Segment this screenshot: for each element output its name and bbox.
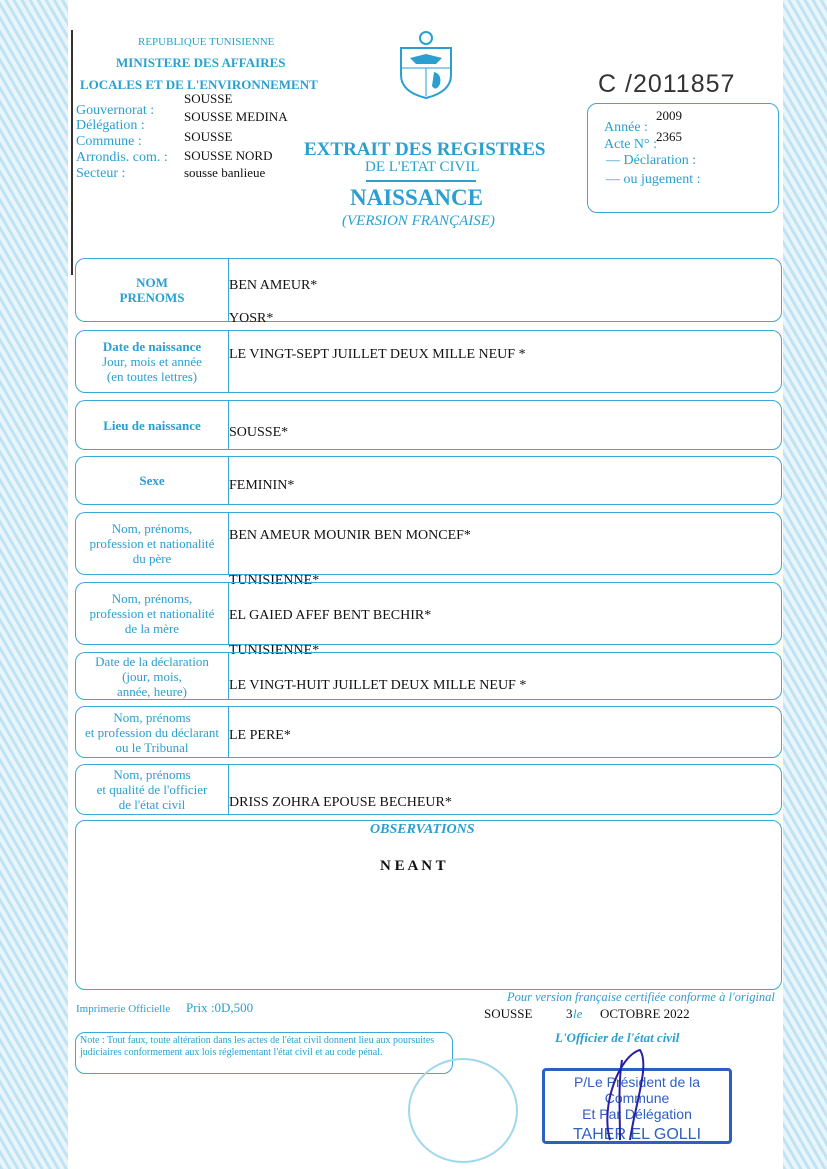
margin-line	[71, 30, 73, 275]
republic-label: REPUBLIQUE TUNISIENNE	[138, 36, 275, 48]
row-label	[75, 706, 228, 758]
title-naissance: NAISSANCE	[350, 185, 483, 210]
row-label	[75, 582, 228, 645]
row-label-line: (en toutes lettres)	[106, 369, 198, 384]
annee-label: Année :	[604, 120, 648, 135]
row-label-line: Sexe	[139, 473, 165, 488]
row-label-line: du père	[132, 551, 172, 566]
title-extrait: EXTRAIT DES REGISTRES	[304, 139, 546, 160]
row-label-line: PRENOMS	[119, 290, 185, 305]
serial-number: C /2011857	[598, 70, 736, 98]
row-label-line: Date de la déclaration	[95, 653, 209, 669]
coat-of-arms-icon	[396, 30, 456, 100]
field-value: SOUSSE	[184, 129, 233, 144]
field-value: sousse banlieue	[184, 165, 266, 180]
row-label	[75, 400, 228, 450]
footer-day: 3	[566, 1006, 573, 1021]
row-value: LE PERE*	[229, 728, 291, 743]
field-value: SOUSSE	[184, 91, 233, 106]
row-label-line: profession et nationalité	[89, 606, 215, 621]
title-divider	[366, 180, 476, 182]
row-label-line: de l'état civil	[118, 797, 186, 812]
row-label-line: Jour, mois et année	[102, 354, 202, 369]
row-value: LE VINGT-SEPT JUILLET DEUX MILLE NEUF *	[229, 347, 526, 362]
footer-city: SOUSSE	[484, 1006, 533, 1021]
field-label: Délégation :	[76, 118, 145, 133]
row-value: DRISS ZOHRA EPOUSE BECHEUR*	[229, 795, 452, 810]
observations-text: N E A N T	[380, 858, 446, 874]
field-value: SOUSSE MEDINA	[184, 109, 288, 124]
row-value: SOUSSE*	[229, 425, 289, 440]
price-label: Prix :0D,500	[186, 1000, 254, 1015]
row-label-line: NOM	[136, 275, 168, 290]
signature	[590, 1045, 660, 1145]
row-value-box	[228, 706, 782, 758]
stamp-line-1: P/Le Président de la Commune	[573, 1074, 701, 1106]
printer-label: Imprimerie Officielle	[76, 1003, 171, 1015]
row-value: BEN AMEUR*	[229, 278, 318, 293]
stamp-line-2: Et Par Délégation	[582, 1106, 692, 1122]
footer-date: OCTOBRE 2022	[600, 1006, 690, 1021]
row-value: TUNISIENNE*	[229, 643, 320, 658]
officer-label: L'Officier de l'état civil	[555, 1030, 680, 1045]
row-value-box	[228, 400, 782, 450]
jugement-label: — ou jugement :	[606, 172, 701, 187]
row-label	[75, 258, 228, 322]
row-label-line: de la mère	[124, 621, 180, 636]
footer-le: le	[573, 1006, 583, 1021]
field-label: Gouvernorat :	[76, 103, 155, 118]
title-version: (VERSION FRANÇAISE)	[342, 213, 495, 229]
row-value: BEN AMEUR MOUNIR BEN MONCEF*	[229, 528, 471, 543]
row-value: FEMININ*	[229, 478, 295, 493]
field-label: Arrondis. com. :	[76, 150, 168, 165]
row-label-line: et profession du déclarant	[85, 724, 219, 740]
row-label-line: Nom, prénoms,	[111, 521, 193, 536]
ministry-line-2: LOCALES ET DE L'ENVIRONNEMENT	[80, 77, 318, 92]
row-value: EL GAIED AFEF BENT BECHIR*	[229, 608, 432, 623]
field-label: Secteur :	[76, 166, 126, 181]
row-label-line: année, heure)	[116, 683, 187, 699]
row-label-line: Nom, prénoms	[113, 767, 191, 782]
row-label	[75, 764, 228, 815]
row-label	[75, 330, 228, 393]
row-value-box	[228, 456, 782, 505]
stamp-line-3: TAHER EL GOLLI	[572, 1126, 702, 1143]
row-label-line: Date de naissance	[102, 339, 202, 354]
row-label-line: et qualité de l'officier	[96, 782, 208, 797]
row-label-line: Nom, prénoms,	[111, 591, 193, 606]
row-value: YOSR*	[229, 311, 274, 326]
row-label-line: (jour, mois,	[122, 668, 182, 684]
row-label	[75, 652, 228, 700]
row-label	[75, 456, 228, 505]
row-label-line: Lieu de naissance	[103, 417, 201, 433]
official-seal	[408, 1058, 518, 1163]
certified-label: Pour version française certifiée conforme à l'original	[507, 990, 775, 1004]
row-label-line: ou le Tribunal	[115, 739, 189, 755]
observations-box	[75, 820, 782, 990]
ministry-line-1: MINISTERE DES AFFAIRES	[116, 55, 286, 70]
row-label-line: profession et nationalité	[89, 536, 215, 551]
security-border-left	[0, 0, 68, 1169]
note-text: Note : Tout faux, toute altération dans les actes de l'état civil donnent lieu aux poursuites judiciaires conformement aux lois réglementant l'état civil et au code pénal.	[80, 1035, 435, 1058]
row-value: TUNISIENNE*	[229, 573, 320, 588]
field-value: SOUSSE NORD	[184, 148, 273, 163]
field-label: Commune :	[76, 134, 142, 149]
row-label	[75, 512, 228, 575]
row-value: LE VINGT-HUIT JUILLET DEUX MILLE NEUF *	[229, 678, 527, 693]
title-etat-civil: DE L'ETAT CIVIL	[365, 159, 480, 175]
security-border-right	[783, 0, 827, 1169]
observations-title: OBSERVATIONS	[370, 822, 475, 837]
declaration-label: — Déclaration :	[606, 153, 697, 168]
acte-value: 2365	[656, 129, 682, 144]
row-label-line: Nom, prénoms	[113, 709, 191, 725]
annee-value: 2009	[656, 108, 682, 123]
acte-label: Acte N° :	[604, 137, 658, 152]
